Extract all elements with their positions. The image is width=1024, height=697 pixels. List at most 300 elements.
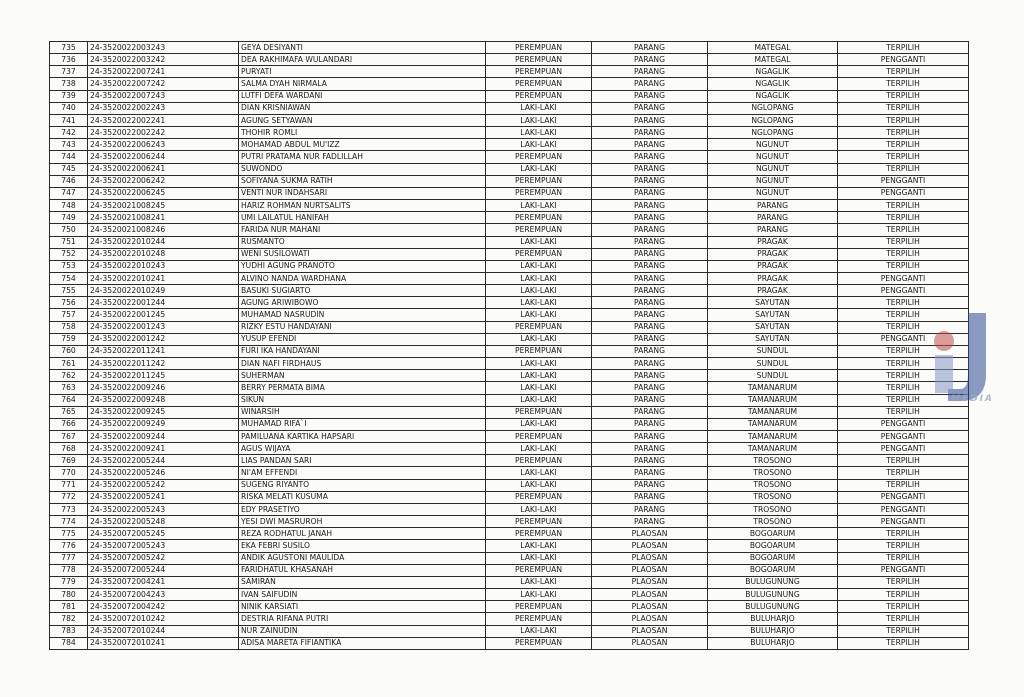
village-cell: BULUGUNUNG	[708, 576, 838, 588]
table-row	[50, 151, 969, 163]
table-row	[50, 528, 969, 540]
village-cell: SAYUTAN	[708, 297, 838, 309]
district-cell: PARANG	[592, 114, 708, 126]
registration-id-cell: 24-3520022009244	[88, 431, 239, 443]
village-cell: PRAGAK	[708, 285, 838, 297]
registration-id-cell: 24-3520072005244	[88, 564, 239, 576]
status-cell: TERPILIH	[838, 528, 969, 540]
table-row	[50, 66, 969, 78]
full-name-cell: PUTRI PRATAMA NUR FADLILLAH	[239, 151, 486, 163]
registration-id-cell: 24-3520022005248	[88, 516, 239, 528]
row-number-cell: 748	[50, 200, 88, 212]
gender-cell: PEREMPUAN	[486, 78, 592, 90]
table-row	[50, 491, 969, 503]
registration-id-cell: 24-3520022011245	[88, 370, 239, 382]
table-row	[50, 406, 969, 418]
gender-cell: LAKI-LAKI	[486, 370, 592, 382]
row-number-cell: 756	[50, 297, 88, 309]
table-row	[50, 516, 969, 528]
full-name-cell: THOHIR ROMLI	[239, 127, 486, 139]
full-name-cell: AGUNG SETYAWAN	[239, 114, 486, 126]
registration-id-cell: 24-3520022006242	[88, 175, 239, 187]
row-number-cell: 773	[50, 503, 88, 515]
village-cell: BOGOARUM	[708, 540, 838, 552]
registration-id-cell: 24-3520022001245	[88, 309, 239, 321]
status-cell: TERPILIH	[838, 42, 969, 54]
gender-cell: LAKI-LAKI	[486, 114, 592, 126]
status-cell: PENGGANTI	[838, 564, 969, 576]
full-name-cell: DESTRIA RIFANA PUTRI	[239, 613, 486, 625]
table-row	[50, 613, 969, 625]
gender-cell: LAKI-LAKI	[486, 272, 592, 284]
district-cell: PARANG	[592, 297, 708, 309]
district-cell: PARANG	[592, 248, 708, 260]
registration-id-cell: 24-3520022002241	[88, 114, 239, 126]
gender-cell: LAKI-LAKI	[486, 139, 592, 151]
gender-cell: LAKI-LAKI	[486, 285, 592, 297]
district-cell: PARANG	[592, 90, 708, 102]
table-row	[50, 248, 969, 260]
village-cell: NGLOPANG	[708, 102, 838, 114]
status-cell: TERPILIH	[838, 139, 969, 151]
table-row	[50, 333, 969, 345]
table-row	[50, 78, 969, 90]
registration-id-cell: 24-3520022005241	[88, 491, 239, 503]
gender-cell: LAKI-LAKI	[486, 200, 592, 212]
registration-id-cell: 24-3520022001243	[88, 321, 239, 333]
full-name-cell: YUDHI AGUNG PRANOTO	[239, 260, 486, 272]
registration-id-cell: 24-3520022007243	[88, 90, 239, 102]
row-number-cell: 780	[50, 589, 88, 601]
registration-id-cell: 24-3520072005242	[88, 552, 239, 564]
table-row	[50, 358, 969, 370]
full-name-cell: SIKUN	[239, 394, 486, 406]
district-cell: PARANG	[592, 516, 708, 528]
village-cell: TROSONO	[708, 516, 838, 528]
status-cell: TERPILIH	[838, 114, 969, 126]
row-number-cell: 763	[50, 382, 88, 394]
district-cell: PARANG	[592, 102, 708, 114]
row-number-cell: 736	[50, 54, 88, 66]
registration-id-cell: 24-3520022001242	[88, 333, 239, 345]
district-cell: PARANG	[592, 42, 708, 54]
status-cell: TERPILIH	[838, 297, 969, 309]
full-name-cell: NI'AM EFFENDI	[239, 467, 486, 479]
registration-id-cell: 24-3520022003242	[88, 54, 239, 66]
village-cell: NGUNUT	[708, 175, 838, 187]
status-cell: PENGGANTI	[838, 333, 969, 345]
full-name-cell: UMI LAILATUL HANIFAH	[239, 212, 486, 224]
registration-id-cell: 24-3520022006243	[88, 139, 239, 151]
registration-id-cell: 24-3520022010248	[88, 248, 239, 260]
candidate-table	[49, 41, 969, 650]
status-cell: TERPILIH	[838, 66, 969, 78]
gender-cell: PEREMPUAN	[486, 175, 592, 187]
gender-cell: LAKI-LAKI	[486, 540, 592, 552]
full-name-cell: FARIDA NUR MAHANI	[239, 224, 486, 236]
district-cell: PARANG	[592, 418, 708, 430]
full-name-cell: SUWONDO	[239, 163, 486, 175]
full-name-cell: BERRY PERMATA BIMA	[239, 382, 486, 394]
district-cell: PARANG	[592, 66, 708, 78]
district-cell: PARANG	[592, 309, 708, 321]
table-row	[50, 127, 969, 139]
row-number-cell: 752	[50, 248, 88, 260]
gender-cell: PEREMPUAN	[486, 321, 592, 333]
gender-cell: PEREMPUAN	[486, 455, 592, 467]
status-cell: TERPILIH	[838, 90, 969, 102]
full-name-cell: REZA RODHATUL JANAH	[239, 528, 486, 540]
full-name-cell: MUHAMAD NASRUDIN	[239, 309, 486, 321]
gender-cell: PEREMPUAN	[486, 212, 592, 224]
table-row	[50, 114, 969, 126]
village-cell: BULUGUNUNG	[708, 601, 838, 613]
registration-id-cell: 24-3520022009248	[88, 394, 239, 406]
status-cell: TERPILIH	[838, 540, 969, 552]
full-name-cell: WINARSIH	[239, 406, 486, 418]
status-cell: TERPILIH	[838, 358, 969, 370]
full-name-cell: NINIK KARSIATI	[239, 601, 486, 613]
gender-cell: PEREMPUAN	[486, 564, 592, 576]
full-name-cell: YUSUP EFENDI	[239, 333, 486, 345]
full-name-cell: AGUS WIJAYA	[239, 443, 486, 455]
village-cell: BULUGUNUNG	[708, 589, 838, 601]
registration-id-cell: 24-3520022010241	[88, 272, 239, 284]
gender-cell: LAKI-LAKI	[486, 418, 592, 430]
row-number-cell: 776	[50, 540, 88, 552]
registration-id-cell: 24-3520022011241	[88, 345, 239, 357]
gender-cell: PEREMPUAN	[486, 224, 592, 236]
gender-cell: LAKI-LAKI	[486, 589, 592, 601]
gender-cell: PEREMPUAN	[486, 601, 592, 613]
district-cell: PARANG	[592, 200, 708, 212]
logo-j-hook	[948, 313, 986, 401]
gender-cell: PEREMPUAN	[486, 516, 592, 528]
village-cell: PARANG	[708, 200, 838, 212]
full-name-cell: GEYA DESIYANTI	[239, 42, 486, 54]
registration-id-cell: 24-3520072004241	[88, 576, 239, 588]
row-number-cell: 764	[50, 394, 88, 406]
status-cell: PENGGANTI	[838, 516, 969, 528]
full-name-cell: SALMA DYAH NIRMALA	[239, 78, 486, 90]
district-cell: PARANG	[592, 333, 708, 345]
row-number-cell: 751	[50, 236, 88, 248]
district-cell: PARANG	[592, 443, 708, 455]
gender-cell: PEREMPUAN	[486, 187, 592, 199]
row-number-cell: 747	[50, 187, 88, 199]
row-number-cell: 784	[50, 637, 88, 649]
status-cell: TERPILIH	[838, 370, 969, 382]
status-cell: TERPILIH	[838, 102, 969, 114]
village-cell: NGAGLIK	[708, 66, 838, 78]
registration-id-cell: 24-3520022006244	[88, 151, 239, 163]
registration-id-cell: 24-3520022009245	[88, 406, 239, 418]
status-cell: PENGGANTI	[838, 187, 969, 199]
status-cell: PENGGANTI	[838, 491, 969, 503]
row-number-cell: 739	[50, 90, 88, 102]
district-cell: PARANG	[592, 54, 708, 66]
gender-cell: LAKI-LAKI	[486, 260, 592, 272]
district-cell: PARANG	[592, 491, 708, 503]
status-cell: TERPILIH	[838, 248, 969, 260]
status-cell: PENGGANTI	[838, 418, 969, 430]
row-number-cell: 753	[50, 260, 88, 272]
gender-cell: LAKI-LAKI	[486, 127, 592, 139]
district-cell: PARANG	[592, 394, 708, 406]
full-name-cell: SUHERMAN	[239, 370, 486, 382]
row-number-cell: 760	[50, 345, 88, 357]
table-row	[50, 224, 969, 236]
registration-id-cell: 24-3520072005245	[88, 528, 239, 540]
status-cell: TERPILIH	[838, 163, 969, 175]
district-cell: PARANG	[592, 406, 708, 418]
village-cell: SUNDUL	[708, 345, 838, 357]
district-cell: PARANG	[592, 431, 708, 443]
full-name-cell: DIAN KRISNIAWAN	[239, 102, 486, 114]
status-cell: PENGGANTI	[838, 54, 969, 66]
table-row	[50, 260, 969, 272]
district-cell: PARANG	[592, 321, 708, 333]
status-cell: TERPILIH	[838, 224, 969, 236]
status-cell: TERPILIH	[838, 321, 969, 333]
village-cell: SUNDUL	[708, 358, 838, 370]
row-number-cell: 778	[50, 564, 88, 576]
gender-cell: LAKI-LAKI	[486, 394, 592, 406]
registration-id-cell: 24-3520022009249	[88, 418, 239, 430]
gender-cell: LAKI-LAKI	[486, 382, 592, 394]
gender-cell: LAKI-LAKI	[486, 297, 592, 309]
full-name-cell: PURYATI	[239, 66, 486, 78]
full-name-cell: RISKA MELATI KUSUMA	[239, 491, 486, 503]
village-cell: BOGOARUM	[708, 528, 838, 540]
status-cell: TERPILIH	[838, 479, 969, 491]
status-cell: TERPILIH	[838, 200, 969, 212]
row-number-cell: 757	[50, 309, 88, 321]
registration-id-cell: 24-3520022010244	[88, 236, 239, 248]
village-cell: TAMANARUM	[708, 443, 838, 455]
village-cell: NGAGLIK	[708, 90, 838, 102]
district-cell: PLAOSAN	[592, 528, 708, 540]
full-name-cell: WENI SUSILOWATI	[239, 248, 486, 260]
table-row	[50, 297, 969, 309]
village-cell: NGAGLIK	[708, 78, 838, 90]
full-name-cell: LIAS PANDAN SARI	[239, 455, 486, 467]
row-number-cell: 762	[50, 370, 88, 382]
district-cell: PARANG	[592, 503, 708, 515]
registration-id-cell: 24-3520021008245	[88, 200, 239, 212]
status-cell: PENGGANTI	[838, 285, 969, 297]
village-cell: BOGOARUM	[708, 564, 838, 576]
full-name-cell: HARIZ ROHMAN NURTSALITS	[239, 200, 486, 212]
registration-id-cell: 24-3520022009241	[88, 443, 239, 455]
village-cell: BULUHARJO	[708, 637, 838, 649]
table-row	[50, 345, 969, 357]
district-cell: PLAOSAN	[592, 552, 708, 564]
full-name-cell: MUHAMAD RIFA`I	[239, 418, 486, 430]
village-cell: MATEGAL	[708, 42, 838, 54]
full-name-cell: ALVINO NANDA WARDHANA	[239, 272, 486, 284]
gender-cell: LAKI-LAKI	[486, 503, 592, 515]
village-cell: NGLOPANG	[708, 114, 838, 126]
registration-id-cell: 24-3520022006245	[88, 187, 239, 199]
village-cell: TROSONO	[708, 491, 838, 503]
district-cell: PARANG	[592, 260, 708, 272]
gender-cell: LAKI-LAKI	[486, 163, 592, 175]
table-row	[50, 564, 969, 576]
table-row	[50, 601, 969, 613]
district-cell: PARANG	[592, 455, 708, 467]
full-name-cell: DEA RAKHIMAFA WULANDARI	[239, 54, 486, 66]
status-cell: TERPILIH	[838, 613, 969, 625]
gender-cell: PEREMPUAN	[486, 54, 592, 66]
status-cell: TERPILIH	[838, 309, 969, 321]
village-cell: TAMANARUM	[708, 394, 838, 406]
row-number-cell: 744	[50, 151, 88, 163]
full-name-cell: FURI IKA HANDAYANI	[239, 345, 486, 357]
table-row	[50, 90, 969, 102]
village-cell: PRAGAK	[708, 272, 838, 284]
full-name-cell: ADISA MARETA FIFIANTIKA	[239, 637, 486, 649]
table-row	[50, 503, 969, 515]
table-row	[50, 455, 969, 467]
row-number-cell: 738	[50, 78, 88, 90]
registration-id-cell: 24-3520072004242	[88, 601, 239, 613]
gender-cell: LAKI-LAKI	[486, 443, 592, 455]
table-row	[50, 200, 969, 212]
table-row	[50, 309, 969, 321]
gender-cell: LAKI-LAKI	[486, 576, 592, 588]
status-cell: TERPILIH	[838, 576, 969, 588]
registration-id-cell: 24-3520022002243	[88, 102, 239, 114]
gender-cell: PEREMPUAN	[486, 528, 592, 540]
registration-id-cell: 24-3520072010241	[88, 637, 239, 649]
row-number-cell: 755	[50, 285, 88, 297]
registration-id-cell: 24-3520072005243	[88, 540, 239, 552]
status-cell: TERPILIH	[838, 236, 969, 248]
full-name-cell: LUTFI DEFA WARDANI	[239, 90, 486, 102]
village-cell: BULUHARJO	[708, 625, 838, 637]
status-cell: TERPILIH	[838, 127, 969, 139]
registration-id-cell: 24-3520022007242	[88, 78, 239, 90]
village-cell: TROSONO	[708, 455, 838, 467]
village-cell: TROSONO	[708, 479, 838, 491]
registration-id-cell: 24-3520072010242	[88, 613, 239, 625]
district-cell: PARANG	[592, 187, 708, 199]
gender-cell: LAKI-LAKI	[486, 625, 592, 637]
district-cell: PARANG	[592, 236, 708, 248]
village-cell: SAYUTAN	[708, 333, 838, 345]
district-cell: PLAOSAN	[592, 625, 708, 637]
status-cell: PENGGANTI	[838, 175, 969, 187]
gender-cell: PEREMPUAN	[486, 345, 592, 357]
village-cell: TAMANARUM	[708, 382, 838, 394]
row-number-cell: 766	[50, 418, 88, 430]
table-row	[50, 187, 969, 199]
full-name-cell: PAMILUANA KARTIKA HAPSARI	[239, 431, 486, 443]
table-row	[50, 637, 969, 649]
table-row	[50, 54, 969, 66]
row-number-cell: 743	[50, 139, 88, 151]
row-number-cell: 742	[50, 127, 88, 139]
registration-id-cell: 24-3520072010244	[88, 625, 239, 637]
table-row	[50, 212, 969, 224]
gender-cell: PEREMPUAN	[486, 613, 592, 625]
row-number-cell: 783	[50, 625, 88, 637]
table-row	[50, 102, 969, 114]
status-cell: TERPILIH	[838, 625, 969, 637]
status-cell: TERPILIH	[838, 455, 969, 467]
full-name-cell: VENTI NUR INDAHSARI	[239, 187, 486, 199]
village-cell: BULUHARJO	[708, 613, 838, 625]
status-cell: TERPILIH	[838, 552, 969, 564]
status-cell: TERPILIH	[838, 212, 969, 224]
row-number-cell: 772	[50, 491, 88, 503]
gender-cell: PEREMPUAN	[486, 151, 592, 163]
village-cell: PRAGAK	[708, 260, 838, 272]
logo-dot	[934, 331, 954, 351]
village-cell: SUNDUL	[708, 370, 838, 382]
full-name-cell: ANDIK AGUSTONI MAULIDA	[239, 552, 486, 564]
table-row	[50, 285, 969, 297]
row-number-cell: 741	[50, 114, 88, 126]
registration-id-cell: 24-3520022002242	[88, 127, 239, 139]
district-cell: PLAOSAN	[592, 564, 708, 576]
full-name-cell: EKA FEBRI SUSILO	[239, 540, 486, 552]
table-row	[50, 163, 969, 175]
full-name-cell: EDY PRASETIYO	[239, 503, 486, 515]
media-logo-watermark	[928, 305, 998, 405]
status-cell: TERPILIH	[838, 78, 969, 90]
district-cell: PARANG	[592, 224, 708, 236]
full-name-cell: SUGENG RIYANTO	[239, 479, 486, 491]
registration-id-cell: 24-3520022011242	[88, 358, 239, 370]
district-cell: PLAOSAN	[592, 576, 708, 588]
full-name-cell: SAMIRAN	[239, 576, 486, 588]
district-cell: PARANG	[592, 345, 708, 357]
table-row	[50, 576, 969, 588]
row-number-cell: 781	[50, 601, 88, 613]
row-number-cell: 745	[50, 163, 88, 175]
table-row	[50, 589, 969, 601]
row-number-cell: 740	[50, 102, 88, 114]
row-number-cell: 749	[50, 212, 88, 224]
registration-id-cell: 24-3520022005243	[88, 503, 239, 515]
table-row	[50, 272, 969, 284]
table-row	[50, 552, 969, 564]
row-number-cell: 735	[50, 42, 88, 54]
registration-id-cell: 24-3520021008241	[88, 212, 239, 224]
registration-id-cell: 24-3520021008246	[88, 224, 239, 236]
gender-cell: LAKI-LAKI	[486, 479, 592, 491]
village-cell: SAYUTAN	[708, 309, 838, 321]
status-cell: TERPILIH	[838, 151, 969, 163]
village-cell: PARANG	[708, 224, 838, 236]
registration-id-cell: 24-3520022006241	[88, 163, 239, 175]
full-name-cell: NUR ZAINUDIN	[239, 625, 486, 637]
row-number-cell: 767	[50, 431, 88, 443]
full-name-cell: MOHAMAD ABDUL MU'IZZ	[239, 139, 486, 151]
village-cell: PRAGAK	[708, 236, 838, 248]
district-cell: PLAOSAN	[592, 540, 708, 552]
village-cell: NGUNUT	[708, 187, 838, 199]
row-number-cell: 771	[50, 479, 88, 491]
row-number-cell: 761	[50, 358, 88, 370]
table-row	[50, 467, 969, 479]
row-number-cell: 779	[50, 576, 88, 588]
district-cell: PARANG	[592, 78, 708, 90]
table-row	[50, 139, 969, 151]
district-cell: PARANG	[592, 212, 708, 224]
